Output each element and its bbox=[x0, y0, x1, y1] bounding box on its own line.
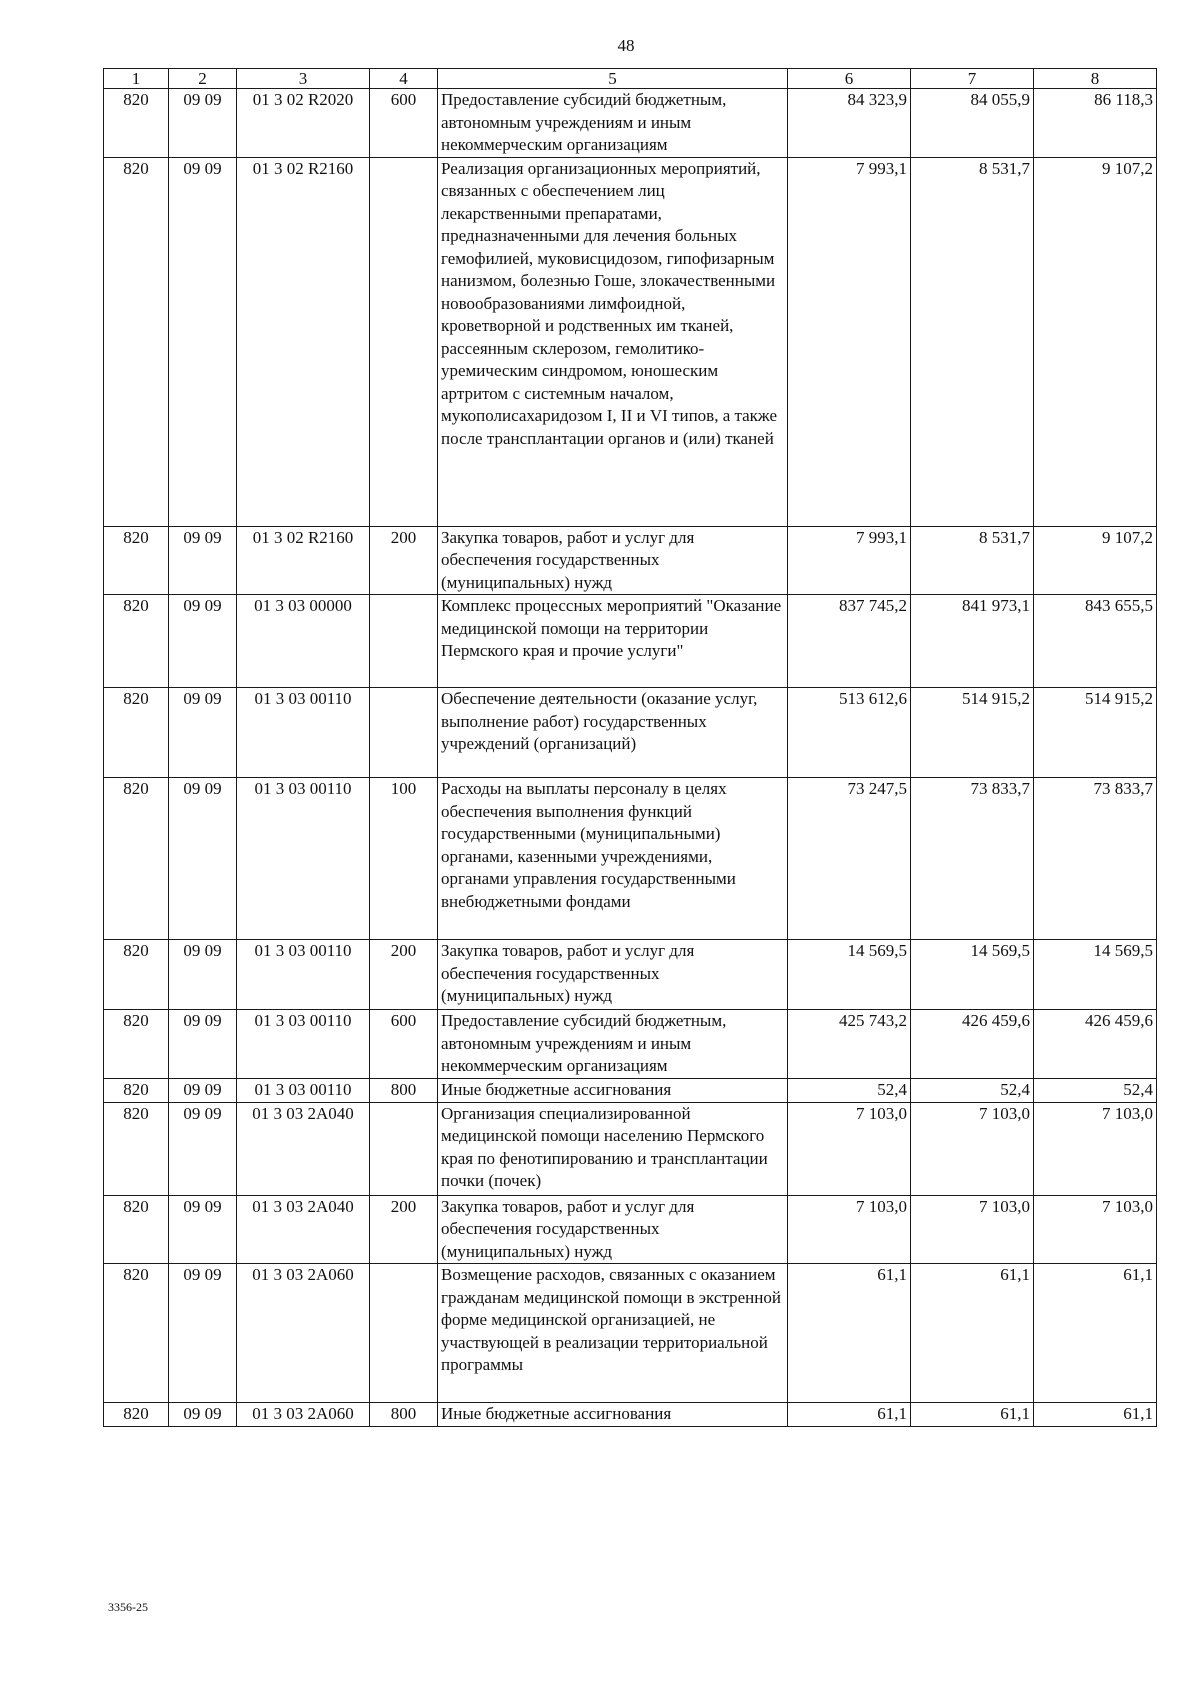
section-code: 09 09 bbox=[169, 940, 237, 1010]
expense-type-code bbox=[370, 595, 438, 688]
section-code: 09 09 bbox=[169, 157, 237, 526]
ministry-code: 820 bbox=[104, 1195, 169, 1264]
target-article-code: 01 3 02 R2020 bbox=[237, 89, 370, 158]
ministry-code: 820 bbox=[104, 940, 169, 1010]
amount-year-1: 61,1 bbox=[788, 1403, 911, 1427]
column-number: 2 bbox=[169, 69, 237, 89]
section-code: 09 09 bbox=[169, 526, 237, 595]
column-number: 7 bbox=[911, 69, 1034, 89]
row-description: Иные бюджетные ассигнования bbox=[438, 1403, 788, 1427]
row-description: Закупка товаров, работ и услуг для обеспечения государственных (муниципальных) нужд bbox=[438, 526, 788, 595]
expense-type-code: 200 bbox=[370, 526, 438, 595]
target-article-code: 01 3 02 R2160 bbox=[237, 157, 370, 526]
amount-year-2: 73 833,7 bbox=[911, 778, 1034, 940]
amount-year-1: 425 743,2 bbox=[788, 1010, 911, 1079]
row-description: Реализация организационных мероприятий, связанных с обеспечением лиц лекарственными препаратами, предназначенными для лечения больных гемофилией, муковисцидозом, гипофизарным нанизмом, болезнью Гоше, злокачественными новообразованиями лимфоидной, кроветворной и родственных им тканей, рассеянным склерозом, гемолитико-уремическим синдромом, юношеским артритом с системным началом, мукополисахаридозом I, II и VI типов, а также после трансплантации органов и (или) тканей bbox=[438, 157, 788, 526]
table-row bbox=[104, 526, 1157, 595]
amount-year-3: 514 915,2 bbox=[1034, 688, 1157, 778]
section-code: 09 09 bbox=[169, 89, 237, 158]
target-article-code: 01 3 03 00110 bbox=[237, 1010, 370, 1079]
target-article-code: 01 3 03 2А060 bbox=[237, 1264, 370, 1403]
amount-year-3: 61,1 bbox=[1034, 1403, 1157, 1427]
expense-type-code: 600 bbox=[370, 1010, 438, 1079]
table-row bbox=[104, 688, 1157, 778]
table-row bbox=[104, 1010, 1157, 1079]
ministry-code: 820 bbox=[104, 89, 169, 158]
amount-year-3: 52,4 bbox=[1034, 1078, 1157, 1102]
amount-year-3: 9 107,2 bbox=[1034, 526, 1157, 595]
amount-year-1: 61,1 bbox=[788, 1264, 911, 1403]
amount-year-3: 73 833,7 bbox=[1034, 778, 1157, 940]
section-code: 09 09 bbox=[169, 1010, 237, 1079]
column-number: 4 bbox=[370, 69, 438, 89]
target-article-code: 01 3 03 00000 bbox=[237, 595, 370, 688]
amount-year-1: 513 612,6 bbox=[788, 688, 911, 778]
expense-type-code: 100 bbox=[370, 778, 438, 940]
section-code: 09 09 bbox=[169, 688, 237, 778]
target-article-code: 01 3 03 00110 bbox=[237, 940, 370, 1010]
ministry-code: 820 bbox=[104, 157, 169, 526]
expense-type-code: 800 bbox=[370, 1078, 438, 1102]
row-description: Обеспечение деятельности (оказание услуг, выполнение работ) государственных учреждений (организаций) bbox=[438, 688, 788, 778]
amount-year-2: 61,1 bbox=[911, 1264, 1034, 1403]
amount-year-3: 7 103,0 bbox=[1034, 1195, 1157, 1264]
amount-year-1: 52,4 bbox=[788, 1078, 911, 1102]
ministry-code: 820 bbox=[104, 1102, 169, 1195]
amount-year-1: 837 745,2 bbox=[788, 595, 911, 688]
column-number: 8 bbox=[1034, 69, 1157, 89]
amount-year-1: 73 247,5 bbox=[788, 778, 911, 940]
section-code: 09 09 bbox=[169, 1102, 237, 1195]
row-description: Иные бюджетные ассигнования bbox=[438, 1078, 788, 1102]
ministry-code: 820 bbox=[104, 1010, 169, 1079]
ministry-code: 820 bbox=[104, 1078, 169, 1102]
table-row bbox=[104, 89, 1157, 158]
amount-year-3: 14 569,5 bbox=[1034, 940, 1157, 1010]
section-code: 09 09 bbox=[169, 778, 237, 940]
section-code: 09 09 bbox=[169, 1195, 237, 1264]
amount-year-2: 14 569,5 bbox=[911, 940, 1034, 1010]
section-code: 09 09 bbox=[169, 1078, 237, 1102]
ministry-code: 820 bbox=[104, 778, 169, 940]
amount-year-3: 426 459,6 bbox=[1034, 1010, 1157, 1079]
row-description: Комплекс процессных мероприятий "Оказание медицинской помощи на территории Пермского края и прочие услуги" bbox=[438, 595, 788, 688]
target-article-code: 01 3 03 2А040 bbox=[237, 1102, 370, 1195]
amount-year-2: 84 055,9 bbox=[911, 89, 1034, 158]
ministry-code: 820 bbox=[104, 526, 169, 595]
row-description: Предоставление субсидий бюджетным, автономным учреждениям и иным некоммерческим организациям bbox=[438, 1010, 788, 1079]
target-article-code: 01 3 03 2А040 bbox=[237, 1195, 370, 1264]
expense-type-code: 800 bbox=[370, 1403, 438, 1427]
ministry-code: 820 bbox=[104, 595, 169, 688]
amount-year-1: 7 103,0 bbox=[788, 1102, 911, 1195]
amount-year-2: 7 103,0 bbox=[911, 1102, 1034, 1195]
table-row bbox=[104, 1403, 1157, 1427]
amount-year-1: 7 103,0 bbox=[788, 1195, 911, 1264]
amount-year-2: 841 973,1 bbox=[911, 595, 1034, 688]
ministry-code: 820 bbox=[104, 688, 169, 778]
column-number: 5 bbox=[438, 69, 788, 89]
header-row bbox=[104, 69, 1157, 89]
expense-type-code: 200 bbox=[370, 1195, 438, 1264]
amount-year-1: 7 993,1 bbox=[788, 157, 911, 526]
amount-year-2: 61,1 bbox=[911, 1403, 1034, 1427]
page-number: 48 bbox=[617, 36, 635, 55]
expense-type-code: 600 bbox=[370, 89, 438, 158]
column-number: 6 bbox=[788, 69, 911, 89]
section-code: 09 09 bbox=[169, 1403, 237, 1427]
column-number: 1 bbox=[104, 69, 169, 89]
row-description: Закупка товаров, работ и услуг для обеспечения государственных (муниципальных) нужд bbox=[438, 940, 788, 1010]
expense-type-code bbox=[370, 157, 438, 526]
row-description: Предоставление субсидий бюджетным, автономным учреждениям и иным некоммерческим организациям bbox=[438, 89, 788, 158]
amount-year-3: 86 118,3 bbox=[1034, 89, 1157, 158]
ministry-code: 820 bbox=[104, 1264, 169, 1403]
amount-year-2: 8 531,7 bbox=[911, 157, 1034, 526]
column-number: 3 bbox=[237, 69, 370, 89]
amount-year-1: 84 323,9 bbox=[788, 89, 911, 158]
section-code: 09 09 bbox=[169, 595, 237, 688]
target-article-code: 01 3 03 00110 bbox=[237, 778, 370, 940]
target-article-code: 01 3 03 00110 bbox=[237, 1078, 370, 1102]
amount-year-3: 61,1 bbox=[1034, 1264, 1157, 1403]
table-row bbox=[104, 1102, 1157, 1195]
table-row bbox=[104, 1195, 1157, 1264]
table-row bbox=[104, 778, 1157, 940]
expense-type-code bbox=[370, 1102, 438, 1195]
table-row bbox=[104, 940, 1157, 1010]
table-row bbox=[104, 157, 1157, 526]
target-article-code: 01 3 02 R2160 bbox=[237, 526, 370, 595]
amount-year-2: 426 459,6 bbox=[911, 1010, 1034, 1079]
ministry-code: 820 bbox=[104, 1403, 169, 1427]
document-code: 3356-25 bbox=[108, 1600, 148, 1614]
expense-type-code: 200 bbox=[370, 940, 438, 1010]
row-description: Организация специализированной медицинской помощи населению Пермского края по фенотипированию и трансплантации почки (почек) bbox=[438, 1102, 788, 1195]
table-row bbox=[104, 595, 1157, 688]
amount-year-1: 14 569,5 bbox=[788, 940, 911, 1010]
section-code: 09 09 bbox=[169, 1264, 237, 1403]
row-description: Закупка товаров, работ и услуг для обеспечения государственных (муниципальных) нужд bbox=[438, 1195, 788, 1264]
amount-year-2: 7 103,0 bbox=[911, 1195, 1034, 1264]
amount-year-3: 7 103,0 bbox=[1034, 1102, 1157, 1195]
target-article-code: 01 3 03 00110 bbox=[237, 688, 370, 778]
target-article-code: 01 3 03 2А060 bbox=[237, 1403, 370, 1427]
budget-table bbox=[103, 68, 1157, 1427]
amount-year-2: 52,4 bbox=[911, 1078, 1034, 1102]
table-row bbox=[104, 1078, 1157, 1102]
amount-year-2: 8 531,7 bbox=[911, 526, 1034, 595]
amount-year-2: 514 915,2 bbox=[911, 688, 1034, 778]
row-description: Возмещение расходов, связанных с оказанием гражданам медицинской помощи в экстренной форме медицинской организацией, не участвующей в реализации территориальной программы bbox=[438, 1264, 788, 1403]
amount-year-3: 9 107,2 bbox=[1034, 157, 1157, 526]
expense-type-code bbox=[370, 1264, 438, 1403]
row-description: Расходы на выплаты персоналу в целях обеспечения выполнения функций государственными (муниципальными) органами, казенными учреждениями, органами управления государственными внебюджетными фондами bbox=[438, 778, 788, 940]
amount-year-1: 7 993,1 bbox=[788, 526, 911, 595]
table-row bbox=[104, 1264, 1157, 1403]
amount-year-3: 843 655,5 bbox=[1034, 595, 1157, 688]
expense-type-code bbox=[370, 688, 438, 778]
